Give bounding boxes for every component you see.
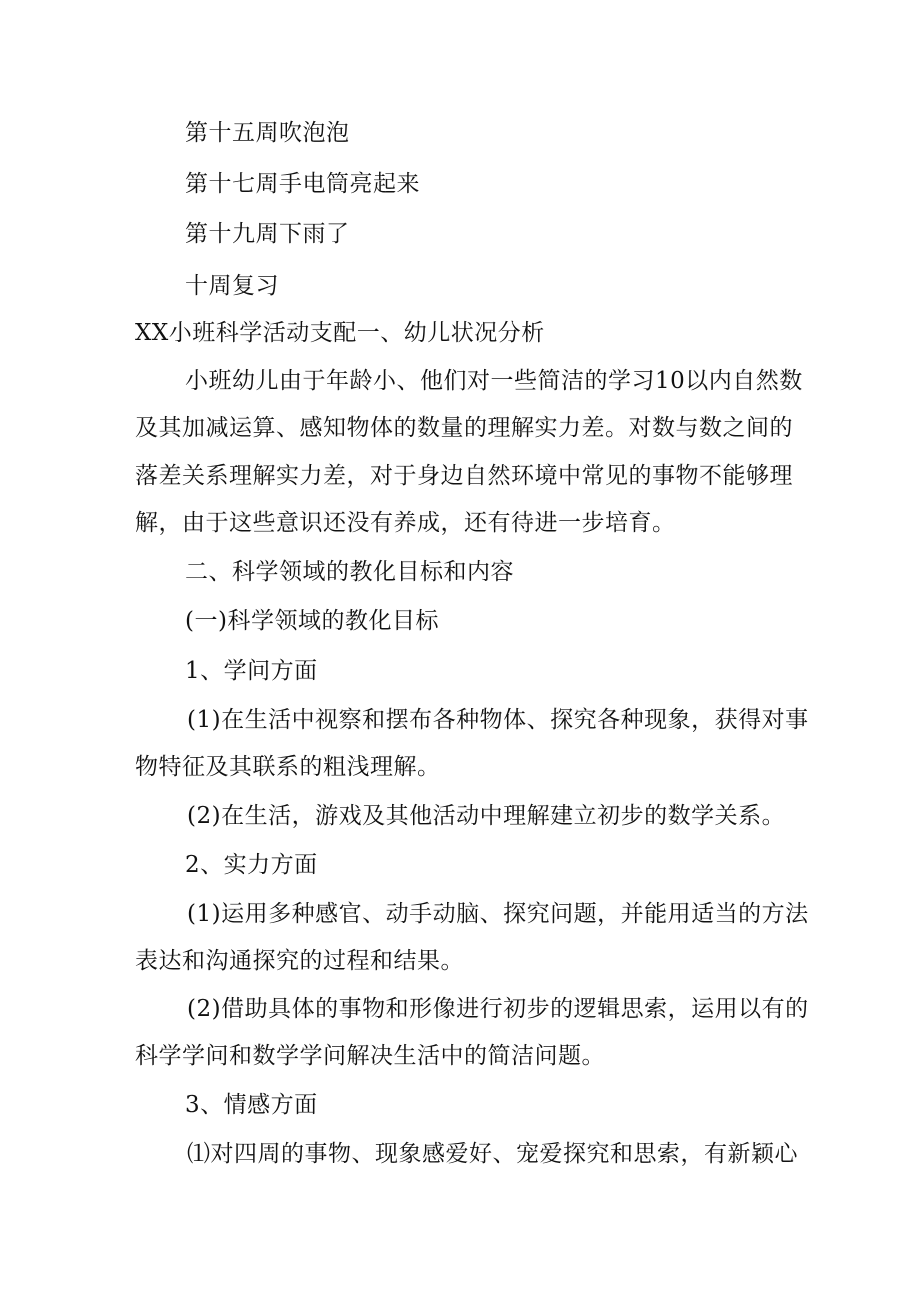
week-15-activity-line: 第十五周吹泡泡 (185, 120, 350, 146)
emotion-item-1-line-1: ⑴对四周的事物、现象感爱好、宠爱探究和思索，有新颖心 (187, 1141, 798, 1167)
knowledge-item-1-line-2: 物特征及其联系的粗浅理解。 (135, 754, 441, 780)
analysis-paragraph-line-3: 落差关系理解实力差，对于身边自然环境中常见的事物不能够理 (135, 463, 793, 489)
knowledge-item-1-line-1: (1)在生活中视察和摆布各种物体、探究各种现象，获得对事 (187, 707, 809, 733)
analysis-paragraph-line-1: 小班幼儿由于年龄小、他们对一些简洁的学习10以内自然数 (185, 368, 803, 394)
ability-item-2-line-1: (2)借助具体的事物和形像进行初步的逻辑思索，运用以有的 (187, 996, 809, 1022)
section-heading-goals-content: 二、科学领域的教化目标和内容 (185, 559, 514, 585)
ability-item-2-line-2: 科学学问和数学学问解决生活中的简洁问题。 (135, 1043, 605, 1069)
item-heading-emotion: 3、情感方面 (185, 1092, 318, 1118)
item-heading-knowledge: 1、学问方面 (185, 658, 318, 684)
item-heading-ability: 2、实力方面 (185, 852, 318, 878)
review-line: 十周复习 (185, 273, 279, 299)
subheading-science-goals: (一)科学领域的教化目标 (185, 608, 439, 634)
analysis-paragraph-line-2: 及其加减运算、感知物体的数量的理解实力差。对数与数之间的 (135, 415, 793, 441)
week-17-activity-line: 第十七周手电筒亮起来 (185, 171, 420, 197)
week-19-activity-line: 第十九周下雨了 (185, 221, 350, 247)
ability-item-1-line-1: (1)运用多种感官、动手动脑、探究问题，并能用适当的方法 (187, 901, 809, 927)
section-title-line: XX小班科学活动支配一、幼儿状况分析 (135, 320, 545, 346)
analysis-paragraph-line-4: 解，由于这些意识还没有养成，还有待进一步培育。 (135, 510, 676, 536)
ability-item-1-line-2: 表达和沟通探究的过程和结果。 (135, 948, 464, 974)
knowledge-item-2: (2)在生活，游戏及其他活动中理解建立初步的数学关系。 (187, 803, 786, 829)
